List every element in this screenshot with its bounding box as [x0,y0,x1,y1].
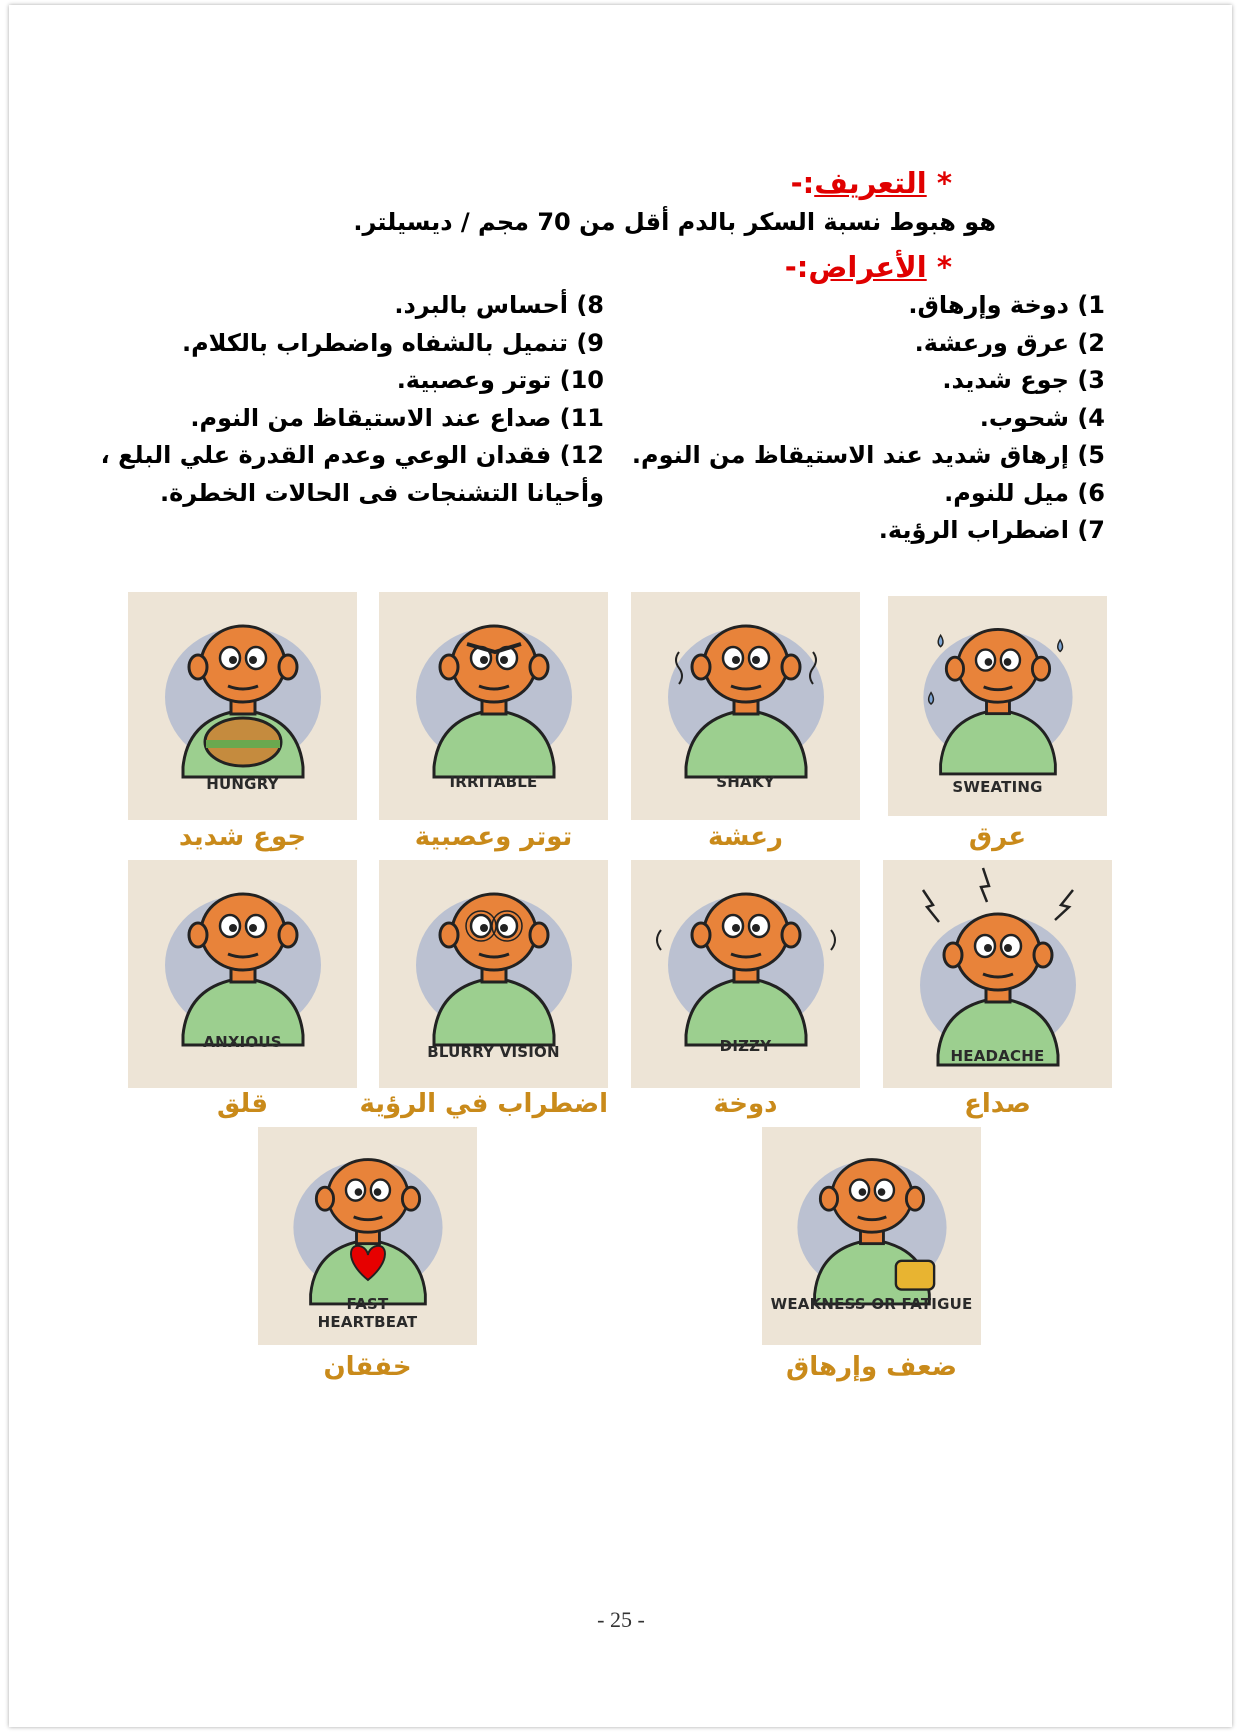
card-label-en: DIZZY [719,1037,772,1055]
card-label-en: BLURRY VISION [427,1043,560,1061]
card-label-en: SHAKY [716,773,775,791]
card-caption: جوع شديد [178,822,307,852]
symptom-item: 7) اضطراب الرؤية. [878,516,1105,544]
card-blurry-vision [379,860,608,1088]
card-caption: خفقان [323,1352,412,1382]
card-label-en: FAST [346,1295,389,1313]
card-shaky [631,592,860,820]
card-fast-heartbeat [258,1127,477,1345]
symptom-item: 5) إرهاق شديد عند الاستيقاظ من النوم. [631,441,1105,469]
card-caption: اضطراب في الرؤية [359,1089,608,1119]
symptom-item: 4) شحوب. [979,403,1105,432]
symptom-item: 9) تنميل بالشفاه واضطراب بالكلام. [181,328,604,357]
symptom-item: 6) ميل للنوم. [944,478,1105,507]
definition-heading: * التعريف:- [790,166,952,200]
card-caption: دوخة [713,1089,778,1119]
card-hungry [128,592,357,820]
definition-title: التعريف [814,166,927,200]
anxious-icon [128,860,357,1088]
card-dizzy [631,860,860,1088]
page-number: - 25 - [597,1607,645,1632]
symptom-item: وأحيانا التشنجات فى الحالات الخطرة. [159,478,604,507]
card-label-en: IRRITABLE [449,773,538,791]
symptoms-list-right [632,287,1105,550]
card-weakness-fatigue [762,1127,981,1345]
symptom-item: 3) جوع شديد. [942,366,1105,394]
definition-text: هو هبوط نسبة السكر بالدم أقل من 70 مجم / ديسيلتر. [353,208,996,236]
card-sweating [888,596,1107,816]
card-caption: عرق [968,822,1027,852]
symptoms-list-left [101,287,604,512]
card-label-en: WEAKNESS OR FATIGUE [770,1295,973,1313]
card-caption: رعشة [708,822,783,852]
symptom-item: 12) فقدان الوعي وعدم القدرة علي البلع ، [100,441,604,469]
card-caption: صداع [964,1089,1031,1119]
symptoms-title: الأعراض [808,250,927,284]
card-caption: ضعف وإرهاق [786,1352,957,1382]
symptom-item: 1) دوخة وإرهاق. [908,291,1105,319]
card-irritable [379,592,608,820]
symptom-item: 8) أحساس بالبرد. [394,291,604,319]
card-caption: قلق [216,1089,269,1119]
symptoms-heading: * الأعراض:- [784,250,952,284]
symptom-item: 11) صداع عند الاستيقاظ من النوم. [190,403,604,432]
card-anxious [128,860,357,1088]
card-label-en-line2: HEARTBEAT [317,1313,418,1331]
card-label-en: HUNGRY [206,775,279,793]
symptom-item: 10) توتر وعصبية. [396,366,604,394]
card-label-en: ANXIOUS [203,1033,282,1051]
card-label-en: SWEATING [952,778,1043,796]
card-caption: توتر وعصبية [414,822,573,852]
symptom-item: 2) عرق ورعشة. [914,328,1105,357]
card-label-en: HEADACHE [950,1047,1045,1065]
card-headache [883,860,1112,1088]
